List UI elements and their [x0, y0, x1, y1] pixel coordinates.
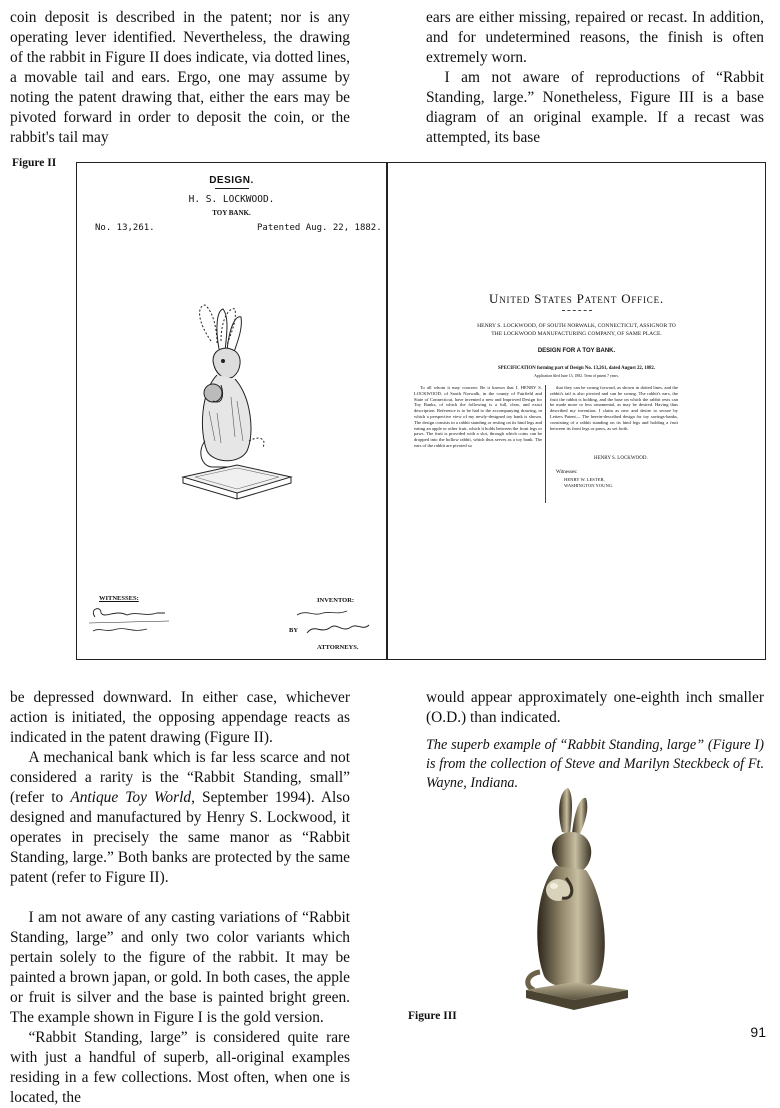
specification-text: To all whom it may concern: Be it known that I, HENRY S. LOCKWOOD, of South Norwalk, in the county of Fairfield and State of Connecticut, have invented a new and Improved Design for Toy Banks, of which the following is a full, clear, and exact description. Reference is to be had to the accompanying drawing, in which a perspective view of my newly-designed toy bank is shown. The design consists in a rabbit standing or resting on its hind legs and eating an apple or other fruit, which it holds between the front legs or paws. The fruit is provided with a slot, through which coins can be dropped into the hollow rabbit, which thus serves as a toy bank. The ears of the rabbit are pivoted so	[414, 385, 542, 448]
witnesses-label: WITNESSES:	[99, 595, 139, 602]
patent-drawing-panel	[77, 163, 386, 659]
body-paragraph: coin deposit is described in the patent; nor is any operating lever identified. Nevertheless, the drawing of the rabbit in Figure II does indicate, via dotted lines, a movable tail and ears. Ergo, one may assume by noting the patent drawing that, either the ears may be pivoted forward in order to deposit the coin, or the rabbit's tail may	[10, 9, 350, 146]
specification-left-column	[414, 385, 542, 449]
body-paragraph: I am not aware of any casting variations of “Rabbit Standing, large” and only two color variants which pertain solely to the figure of the rabbit. It may be painted a brown japan, or gold. In both cases, the apple or fruit is silver and the base is painted bright green. The example shown in Figure I is the gold version.	[10, 909, 350, 1026]
body-paragraph: be depressed downward. In either case, whichever action is initiated, the opposing appendage reacts as indicated in the patent drawing (Figure II).	[10, 689, 350, 746]
figure-3-label: Figure III	[408, 1010, 457, 1022]
magazine-title: Antique Toy World	[70, 789, 192, 806]
paragraph-text: A mechanical bank which is far less scarce and not considered a rarity is the “Rabbit Standing, small” (refer to	[10, 749, 350, 806]
body-paragraph: “Rabbit Standing, large” is considered quite rare with just a handful of superb, all-original examples residing in a few collections. Most often, when one is located, the	[10, 1029, 350, 1106]
body-paragraph	[10, 748, 350, 888]
body-paragraph: ears are either missing, repaired or recast. In addition, and for undetermined reasons, the finish is often extremely worn.	[426, 9, 764, 66]
figure-2-label: Figure II	[12, 157, 57, 169]
by-label: BY	[289, 627, 299, 634]
specification-text: that they can be swung forward, as shown in dotted lines, and the rabbit's tail is also pivoted and can be swung. The rabbit's ears, the fruit the rabbit is holding, and the base on which the rabbit rests can be made more or less ornamental, as may be desired. Having thus described my invention, I claim as new and desire to secure by Letters Patent— The herein-described design for toy savings-banks, consisting of a rabbit standing on its hind legs and holding a fruit between its front legs or paws, as set forth.	[550, 385, 678, 431]
body-column-top-left	[10, 8, 350, 148]
drawing-heading: DESIGN.	[209, 175, 254, 186]
body-column-top-right	[426, 8, 764, 148]
witness-name: HENRY W. LESTER,	[564, 477, 605, 482]
body-paragraph: I am not aware of reproductions of “Rabbit Standing, large.” Nonetheless, Figure III is a base diagram of an original example. If a recast was attempted, its base	[426, 69, 764, 146]
specification-right-column	[550, 385, 678, 431]
specification-line: SPECIFICATION forming part of Design No. 13,261, dated August 22, 1882.	[497, 366, 656, 371]
assignor-line-1: HENRY S. LOCKWOOD, OF SOUTH NORWALK, CONNECTICUT, ASSIGNOR TO	[477, 323, 676, 329]
rabbit-drawing	[177, 301, 297, 511]
assignor-line-2: THE LOCKWOOD MANUFACTURING COMPANY, OF SAME PLACE.	[491, 331, 662, 337]
spec-column-rule	[545, 385, 546, 503]
drawing-subject: TOY BANK.	[212, 209, 251, 217]
attorneys-label: ATTORNEYS.	[317, 644, 359, 651]
body-column-bottom-left	[10, 688, 350, 1108]
patent-office-title: United States Patent Office.	[489, 291, 664, 306]
inventor-signature	[287, 605, 377, 645]
body-column-bottom-right	[426, 688, 764, 793]
patent-specification-panel	[388, 163, 765, 659]
patent-figure	[76, 162, 766, 660]
witness-name: WASHINGTON YOUNG.	[564, 483, 614, 488]
specification-signature: HENRY S. LOCKWOOD.	[594, 456, 648, 461]
witness-signatures	[87, 603, 177, 639]
inventor-label: INVENTOR:	[317, 597, 355, 604]
office-rule	[562, 310, 592, 312]
drawing-inventor-name: H. S. LOCKWOOD.	[188, 194, 275, 205]
photo-caption: The superb example of “Rabbit Standing, large” (Figure I) is from the collection of Steve and Marilyn Steckbeck of Ft. Wayne, Indiana.	[426, 737, 764, 791]
rabbit-bank-photo	[512, 786, 636, 1014]
drawing-patent-date: Patented Aug. 22, 1882.	[257, 223, 382, 233]
page-number: 91	[750, 1024, 766, 1040]
witnesses-heading: Witnesses:	[556, 470, 578, 475]
design-title: DESIGN FOR A TOY BANK.	[537, 348, 616, 354]
body-paragraph: would appear approximately one-eighth inch smaller (O.D.) than indicated.	[426, 689, 764, 726]
drawing-patent-number: No. 13,261.	[95, 223, 155, 233]
application-line: Application filed June 13, 1882. Term of patent 7 years.	[534, 374, 619, 378]
paragraph-text: , September 1994). Also designed and manufactured by Henry S. Lockwood, it operates in precisely the same manor as “Rabbit Standing, large.” Both banks are protected by the same patent (refer to Figure II).	[10, 789, 350, 886]
heading-rule	[215, 188, 249, 189]
